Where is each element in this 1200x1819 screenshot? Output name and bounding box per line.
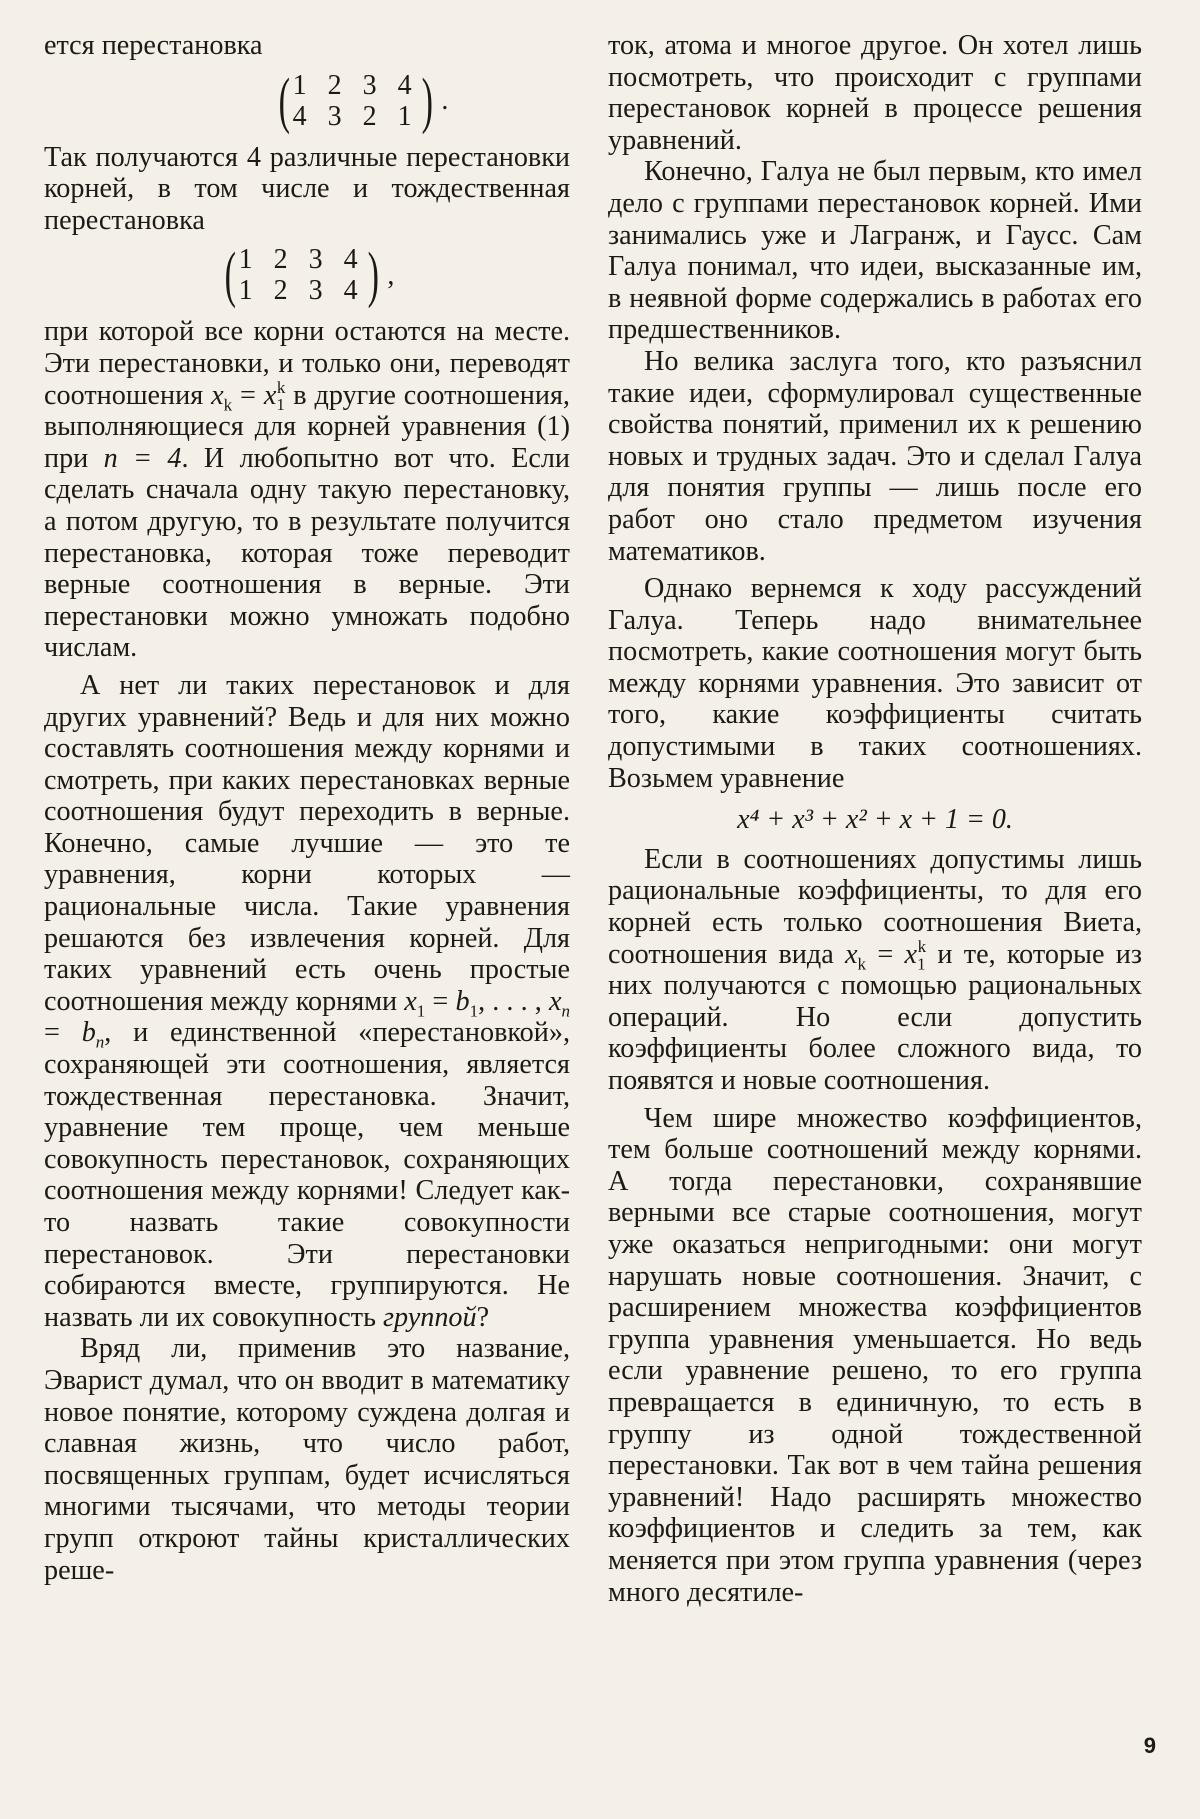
left-paren: ( — [224, 241, 237, 310]
matrix-punctuation: . — [441, 84, 449, 116]
paragraph: Вряд ли, применив это название, Эварист думал, что он вводит в математику новое понятие, которому суждена долгая и славная жизнь, что число работ, посвященных группам, будет исчисляться многими тысячами, что методы теории групп откроют тайны кристаллических реше- — [44, 1333, 570, 1586]
right-column — [608, 30, 1142, 1608]
matrix-bottom-row: 4 3 2 1 — [292, 100, 419, 132]
left-column — [44, 30, 570, 1586]
paragraph: Конечно, Галуа не был первым, кто имел дело с группами перестановок корней. Ими занимались уже и Лагранж, и Гаусс. Сам Галуа понимал, что идеи, высказанные им, в неявной форме содержались в работах его предшественников. — [608, 156, 1142, 346]
paragraph: Но велика заслуга того, кто разъяснил такие идеи, сформулировал существенные свойства понятий, применил их к решению новых и трудных задач. Это и сделал Галуа для понятия группы — лишь после его работ оно стало предметом изучения математиков. — [608, 345, 1142, 567]
matrix-top-row: 1 2 3 4 — [238, 244, 365, 276]
right-paren: ) — [367, 241, 379, 310]
paragraph-continuation: ется перестановка — [44, 30, 263, 61]
left-paren: ( — [278, 66, 291, 135]
permutation-matrix-identity — [44, 241, 570, 310]
matrix-bottom-row: 1 2 3 4 — [238, 275, 365, 307]
paragraph-continuation: ток, атома и многое другое. Он хотел лишь посмотреть, что происходит с группами перестановок корней в процессе решения уравнений. — [608, 30, 1142, 156]
paragraph: при которой все корни остаются на месте. Эти перестановки, и только они, переводят соотношения $x_k = x_1^k$ в другие соотношения, выполняющиеся для корней уравнения (1) при n = 4. И любопытно вот что. Если сделать сначала одну такую перестановку, а потом другую, то в результате получится перестановка, которая тоже переводит верные соотношения в верные. Эти перестановки можно умножать подобно числам. — [44, 316, 570, 664]
paragraph: Однако вернемся к ходу рассуждений Галуа. Теперь надо внимательнее посмотреть, какие соотношения могут быть между корнями уравнения. Это зависит от того, какие коэффициенты считать допустимыми в таких соотношениях. Возьмем уравнение — [608, 573, 1142, 794]
page-number: 9 — [1143, 1733, 1156, 1758]
permutation-matrix-1 — [124, 66, 570, 135]
emphasized-word: группой — [383, 1301, 477, 1333]
paragraph: Чем шире множество коэффициентов, тем больше соотношений между корнями. А тогда перестановки, сохранявшие верными все старые соотношения, могут уже оказаться непригодными: они могут нарушать новые соотношения. Значит, с расширением множества коэффициентов группа уравнения уменьшается. Но ведь если уравнение решено, то его группа превращается в единичную, то есть в группу из одной тождественной перестановки. Так вот в чем тайна решения уравнений! Надо расширять множество коэффициентов и следить за тем, как меняется при этом группа уравнения (через много десятиле- — [608, 1102, 1142, 1608]
right-paren: ) — [421, 66, 433, 135]
inline-formula: $x_k = x_1^k$ — [845, 937, 927, 974]
matrix-punctuation: , — [387, 259, 395, 291]
inline-formula-n: n = 4 — [103, 442, 182, 474]
inline-formula: $x_1 = b_1$, . . . , $x_n = b_n$ — [44, 985, 571, 1053]
matrix-top-row: 1 2 3 4 — [292, 69, 419, 101]
paragraph: А нет ли таких перестановок и для других уравнений? Ведь и для них можно составлять соотношения между корнями и смотреть, при каких перестановках верные соотношения будут переходить в верные. Конечно, самые лучшие — это те уравнения, корни которых — рациональные числа. Такие уравнения решаются без извлечения корней. Для таких уравнений есть очень простые соотношения между корнями $x_1 = b_1$, . . . , $x_n = b_n$, и единственной «перестановкой», сохраняющей эти соотношения, является тождественная перестановка. Значит, уравнение тем проще, чем меньше совокупность перестановок, сохраняющих соотношения между корнями! Следует как-то назвать такие совокупности перестановок. Эти перестановки собираются вместе, группируются. Не назвать ли их совокупность группой? — [44, 669, 571, 1333]
paragraph: Так получаются 4 различные перестановки корней, в том числе и тождественная перестановка — [44, 141, 570, 236]
inline-formula: $x_k = x_1^k$ — [211, 378, 286, 415]
paragraph: Если в соотношениях допустимы лишь рациональные коэффициенты, то для его корней есть только соотношения Виета, соотношения вида $x_k = x_1^k$ и те, которые из них получаются с помощью рациональных операций. Но если допустить коэффициенты более сложного вида, то появятся и новые соотношения. — [608, 843, 1143, 1096]
equation: x⁴ + x³ + x² + x + 1 = 0. — [737, 804, 1013, 836]
